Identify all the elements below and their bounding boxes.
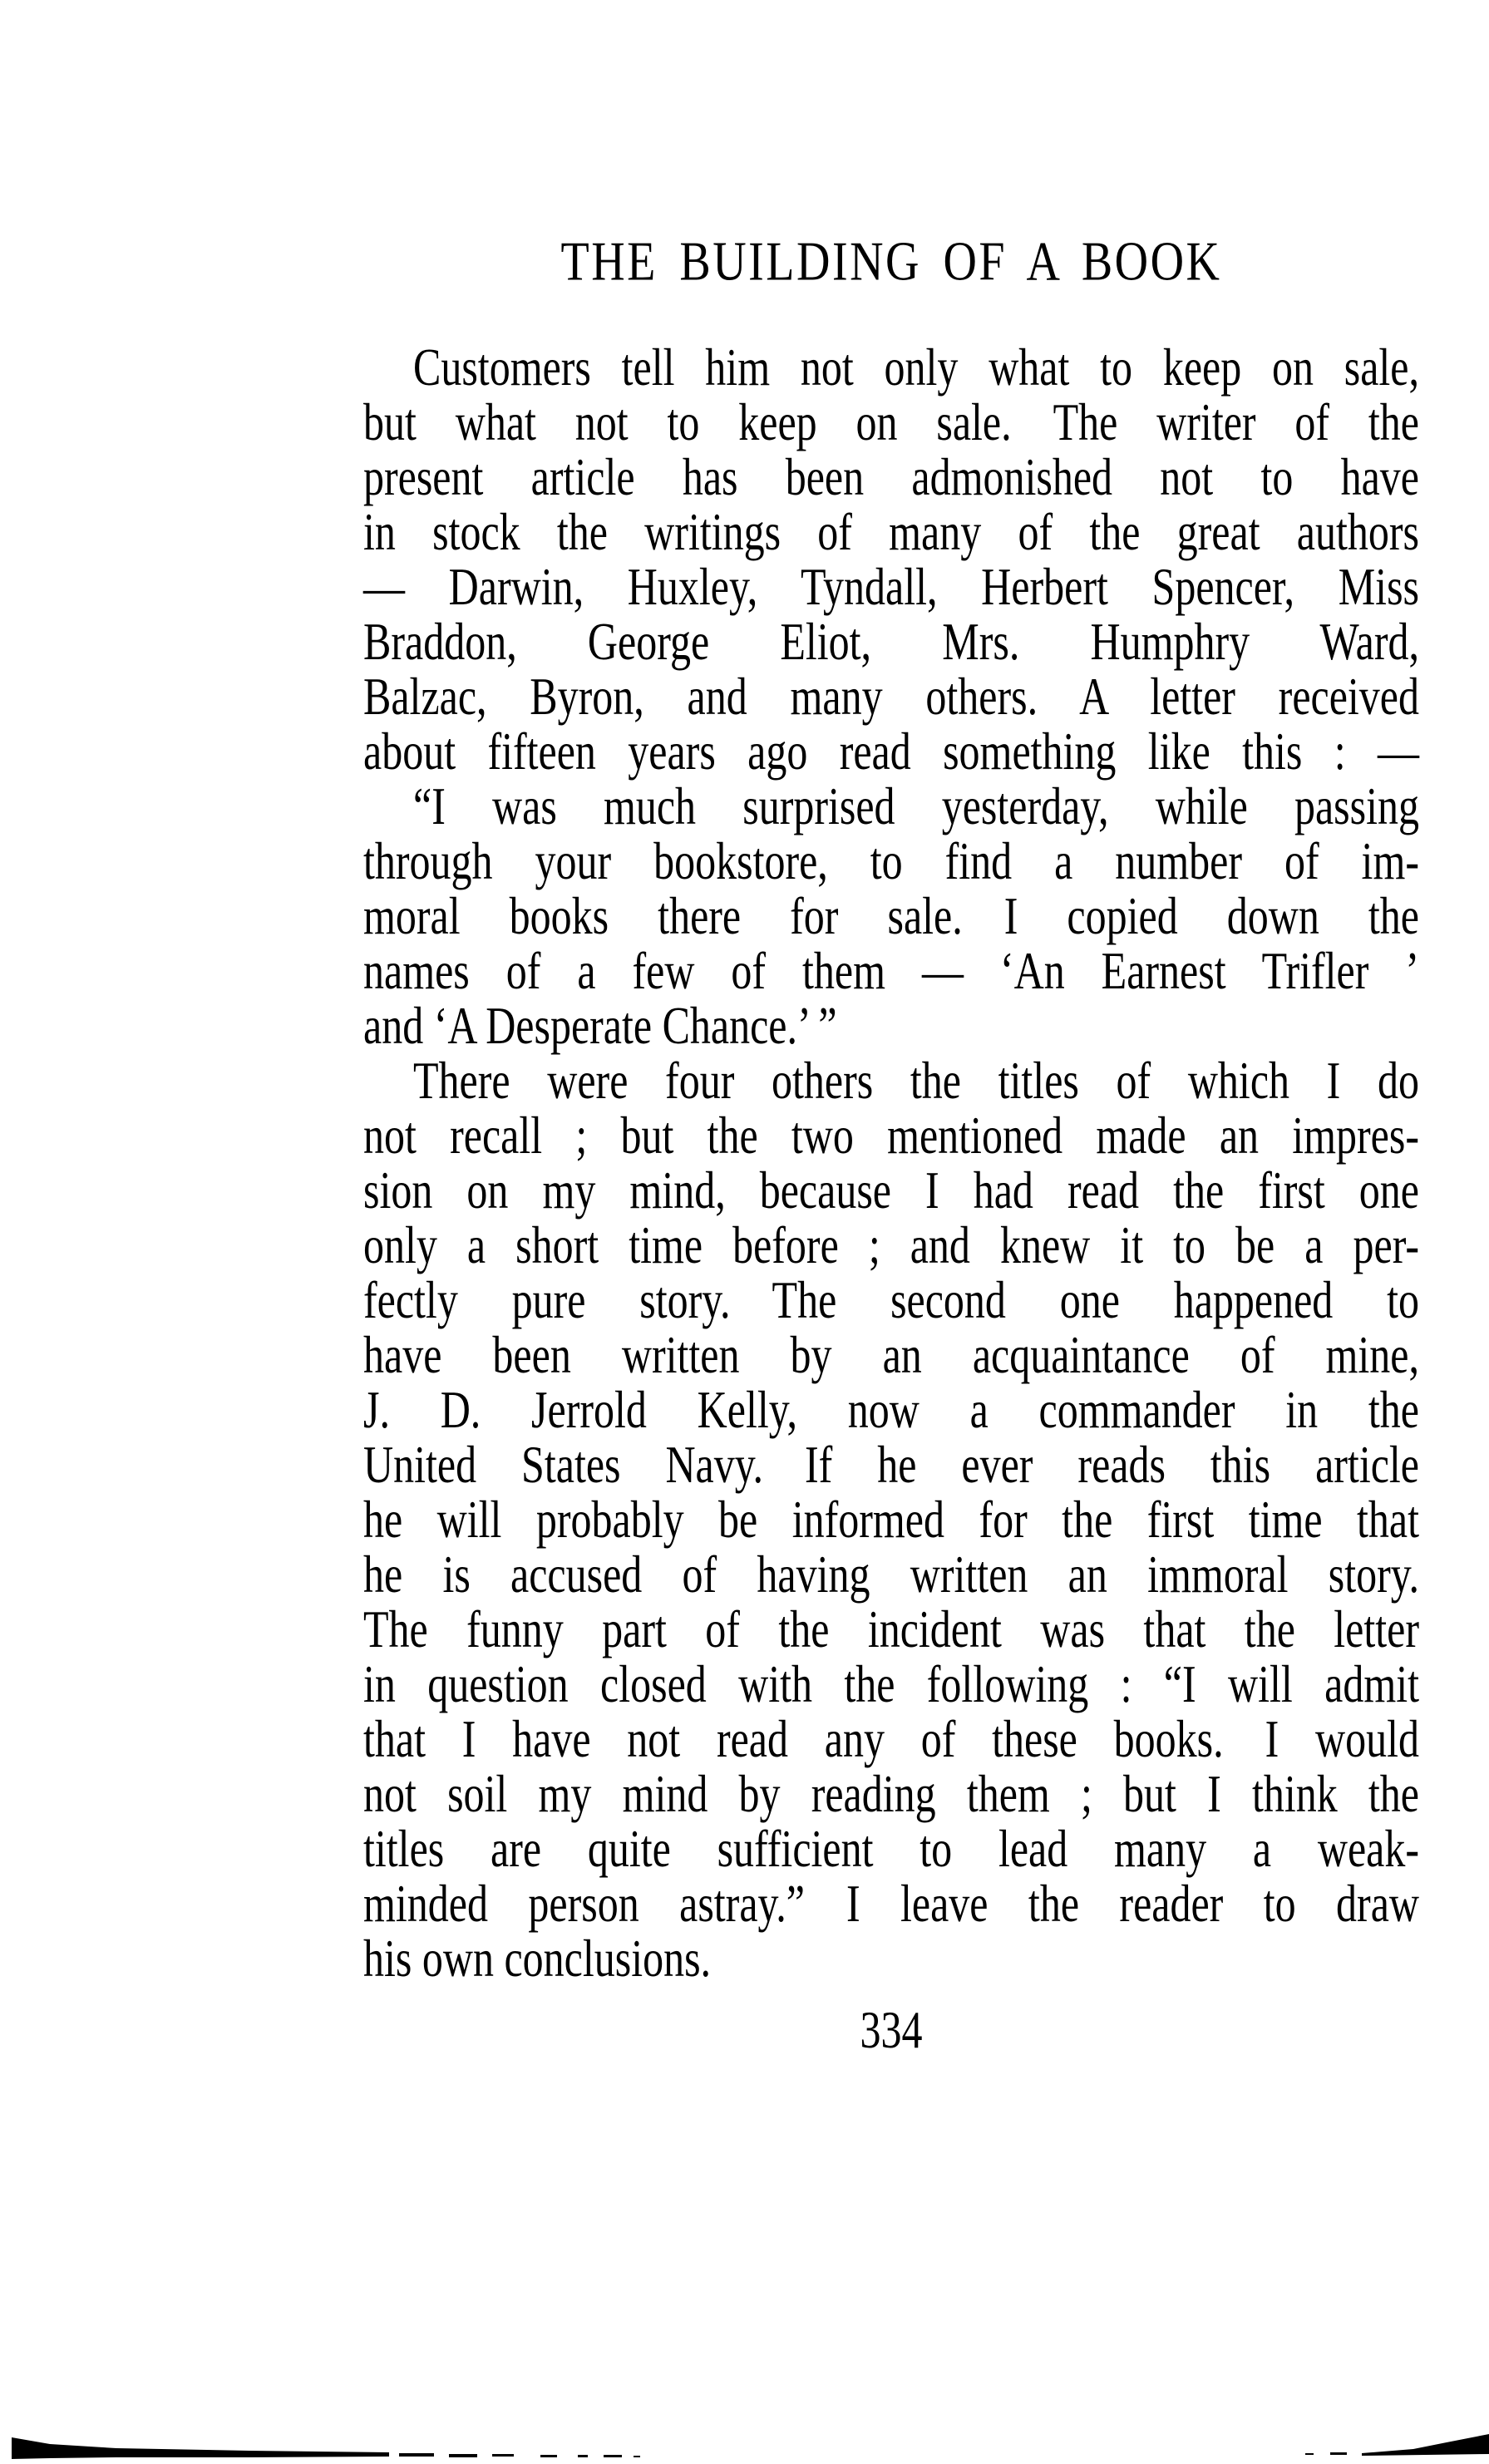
text-line: minded person astray.” I leave the reader to draw [363, 1873, 1419, 1933]
text-line: Braddon, George Eliot, Mrs. Humphry Ward, [363, 611, 1419, 671]
text-line: about fifteen years ago read something like this : — [363, 721, 1419, 781]
text-line: and ‘A Desperate Chance.’ ” [363, 995, 837, 1055]
text-line: United States Navy. If he ever reads this article [363, 1434, 1419, 1494]
text-line: he will probably be informed for the first time that [363, 1489, 1419, 1549]
text-line: only a short time before ; and knew it to be a per- [363, 1215, 1419, 1274]
text-line: sion on my mind, because I had read the first one [363, 1160, 1419, 1220]
text-line: — Darwin, Huxley, Tyndall, Herbert Spencer, Miss [363, 556, 1419, 616]
text-line: that I have not read any of these books. I would [363, 1708, 1419, 1768]
text-line: Customers tell him not only what to keep on sale, [413, 337, 1419, 397]
running-head: THE BUILDING OF A BOOK [560, 230, 1222, 293]
text-line: Balzac, Byron, and many others. A letter received [363, 666, 1419, 726]
text-line: fectly pure story. The second one happened to [363, 1269, 1419, 1329]
body-text-block [363, 337, 1419, 1988]
scan-smudge-bottom-left [12, 2437, 640, 2459]
text-line: titles are quite sufficient to lead many a weak- [363, 1818, 1419, 1878]
text-line: The funny part of the incident was that the letter [363, 1599, 1419, 1658]
text-line: but what not to keep on sale. The writer of the [363, 392, 1419, 451]
text-line: “I was much surprised yesterday, while passing [413, 776, 1419, 835]
text-line: names of a few of them — ‘An Earnest Trifler ’ [363, 940, 1419, 1000]
text-line: his own conclusions. [363, 1928, 712, 1988]
text-line: through your bookstore, to find a number of im- [363, 830, 1419, 890]
text-line: have been written by an acquaintance of mine, [363, 1324, 1419, 1384]
scan-smudge-bottom-right [1305, 2434, 1489, 2456]
text-line: not recall ; but the two mentioned made an impres- [363, 1105, 1419, 1165]
text-line: in question closed with the following : “I will admit [363, 1653, 1419, 1713]
text-line: J. D. Jerrold Kelly, now a commander in the [363, 1379, 1419, 1439]
page-number: 334 [860, 1999, 923, 2059]
text-line: not soil my mind by reading them ; but I think the [363, 1763, 1419, 1823]
text-line: present article has been admonished not to have [363, 446, 1419, 506]
text-line: in stock the writings of many of the great authors [363, 501, 1419, 561]
text-line: moral books there for sale. I copied down the [363, 885, 1419, 945]
text-line: he is accused of having written an immoral story. [363, 1544, 1419, 1604]
text-line: There were four others the titles of which I do [413, 1050, 1419, 1110]
